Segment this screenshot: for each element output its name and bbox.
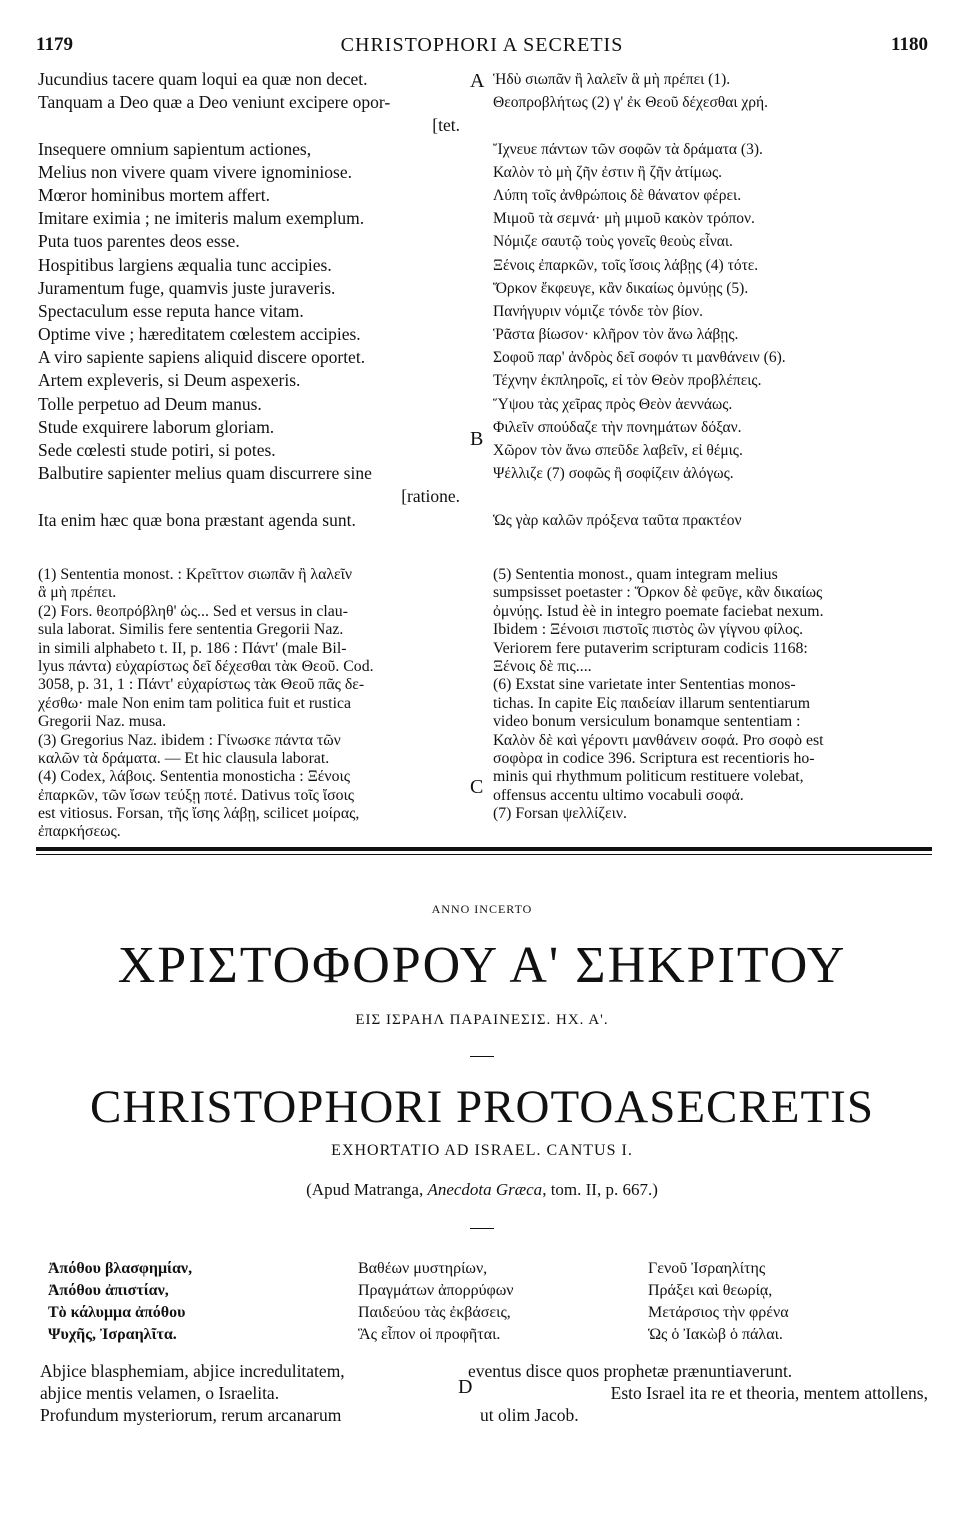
greek-line: Καλὸν τὸ μὴ ζῆν ἐστιν ἢ ζῆν ἀτίμως. [493,163,723,181]
footnote-line: offensus accentu ultimo vocabuli σοφά. [493,786,744,804]
footnote-line: video bonum versiculum bonamque sententiam : [493,713,801,731]
section-divider-thick [36,847,932,851]
footnotes-left [38,566,470,842]
latin-line: Sede cœlesti stude potiri, si potes. [38,440,276,460]
latin-line: Ita enim hæc quæ bona præstant agenda sunt. [38,509,356,530]
divider-dash [470,1228,494,1229]
greek-line: Θεοπροβλήτως (2) γ' ἐκ Θεοῦ δέχεσθαι χρή. [493,94,768,112]
running-title: CHRISTOPHORI A SECRETIS [340,34,624,56]
greek-line: Ῥᾶστα βίωσον· κλῆρον τὸν ἄνω λάβῃς. [493,326,739,344]
footnote-line: σοφὸρα in codice 396. Scriptura est recentioris ho- [493,749,815,767]
footnote-line: (3) Gregorius Naz. ibidem : Γίνωσκε πάντα τῶν [38,731,341,749]
greek-line: Φιλεῖν σπούδαζε τὴν πονημάτων δόξαν. [493,418,742,436]
footnote-line: Ξένοις δὲ πις.... [493,657,592,675]
latin-line: Stude exquirere laborum gloriam. [38,416,275,437]
translation-line: eventus disce quos prophetæ prænuntiaverunt. [468,1361,793,1381]
latin-line: Tolle perpetuo ad Deum manus. [38,393,262,414]
divider-dash [470,1056,494,1057]
poem-line: Πραγμάτων ἀπορρύφων [358,1282,514,1299]
poem-column-3 [648,1258,908,1346]
translation-line: ut olim Jacob. [480,1405,579,1425]
citation-prefix: (Apud Matranga, [306,1180,428,1199]
greek-line [493,485,933,508]
poem-line: Ὡς ὁ Ἰακὼβ ὁ πάλαι. [648,1326,783,1343]
greek-line: Ὡς γὰρ καλῶν πρόξενα ταῦτα πρακτέον [493,511,742,529]
footnote-line: χέσθω· male Non enim tam politica fuit et rustica [38,694,351,712]
page-number-right: 1180 [891,34,928,55]
latin-line: Optime vive ; hæreditatem cœlestem accipies. [38,324,361,345]
footnote-line: minis qui rhythmum politicum restituere volebat, [493,768,804,786]
translation-line: Abjice blasphemiam, abjice incredulitatem, [40,1361,345,1381]
footnote-line: καλῶν τὰ δράματα. — Et hic clausula laborat. [38,749,330,767]
greek-line: Ἴχνευε πάντων τῶν σοφῶν τὰ δράματα (3). [493,140,763,158]
latin-subtitle: EXHORTATIO AD ISRAEL. CANTUS I. [331,1142,633,1159]
date-heading: ANNO INCERTO [431,902,533,916]
footnote-line: (2) Fors. θεοπρόβληθ' ὡς... Sed et versus in clau- [38,602,348,620]
footnote-line: Καλὸν δὲ καὶ γέροντι μανθάνειν σοφά. Pro σοφὸ est [493,731,824,749]
poem-line: Ἃς εἶπον οἱ προφῆται. [358,1326,501,1343]
poem-line: Μετάρσιος τὴν φρένα [648,1304,789,1321]
footnote-line: est vitiosus. Forsan, τῆς ἴσης λάβῃ, scilicet μοίρας, [38,805,360,823]
translation-line: abjice mentis velamen, o Israelita. [40,1383,280,1403]
footnote-line: 3058, p. 31, 1 : Πάντ' εὐχαρίστως τὰκ Θεοῦ πᾶς δε- [38,676,365,694]
section-divider-thin [36,854,932,855]
greek-line: Χῶρον τὸν ἄνω σπεῦδε λαβεῖν, εἰ θέμις. [493,442,743,459]
greek-line: Πανήγυριν νόμιζε τόνδε τὸν βίον. [493,302,704,320]
latin-line: Balbutire sapienter melius quam discurrere sine [38,463,372,484]
citation-suffix: , tom. II, p. 667.) [542,1180,658,1199]
latin-line: A viro sapiente sapiens aliquid discere oportet. [38,347,366,368]
citation-title: Anecdota Græca [427,1180,543,1199]
footnote-line: Ibidem : Ξένοισι πιστοῖς πιστὸς ὢν γίγνου φίλος. [493,621,804,639]
latin-line: [tet. [432,115,460,136]
footnote-line: (7) Forsan ψελλίζειν. [493,805,627,823]
latin-line: Mœror hominibus mortem affert. [38,184,270,205]
footnote-line: ἐπαρκήσεως. [38,823,121,841]
footnotes-right [493,566,929,823]
poem-column-1 [48,1258,308,1346]
translation-line: Esto Israel ita re et theoria, mentem attollens, [610,1383,928,1403]
latin-line: Artem expleveris, si Deum aspexeris. [38,370,301,391]
footnote-line: tichas. In capite Εἰς παιδείαν illarum sententiarum [493,694,810,712]
translation-line: Profundum mysteriorum, rerum arcanarum [40,1405,342,1425]
latin-line: Spectaculum esse reputa hance vitam. [38,300,304,321]
greek-line: Ξένοις ἐπαρκῶν, τοῖς ἴσοις λάβῃς (4) τότε. [493,256,759,274]
latin-title: CHRISTOPHORI PROTOASECRETIS [90,1081,874,1133]
greek-line: Ἡδὺ σιωπᾶν ἢ λαλεῖν ἃ μὴ πρέπει (1). [493,71,731,88]
greek-line [493,114,933,137]
latin-sentences [38,68,470,532]
footnote-line: (5) Sententia monost., quam integram melius [493,566,778,583]
greek-line: Ψέλλιζε (7) σοφῶς ἢ σοφίζειν ἀλόγως. [493,465,734,483]
latin-line: Hospitibus largiens æqualia tunc accipies. [38,254,332,275]
latin-line: Puta tuos parentes deos esse. [38,231,240,252]
margin-marker-d: D [458,1376,473,1398]
greek-line: Τέχνην ἐκπληροῖς, εἰ τὸν Θεὸν προβλέπεις. [493,372,762,390]
greek-line: Ὕψου τὰς χεῖρας πρὸς Θεὸν ἀεννάως. [493,395,733,413]
footnote-line: lyus πάντα) εὐχαρίστως δεῖ δέχεσθαι τὰκ Θεοῦ. Cod. [38,657,374,675]
latin-line: Imitare eximia ; ne imiteris malum exemplum. [38,208,365,229]
greek-line: Μιμοῦ τὰ σεμνά· μὴ μιμοῦ κακὸν τρόπον. [493,210,755,228]
footnote-line: ὀμνύῃς. Istud èè in integro poemate faciebat nexum. [493,602,824,620]
footnote-line: ἃ μὴ πρέπει. [38,584,117,602]
latin-line: Jucundius tacere quam loqui ea quæ non decet. [38,69,368,89]
latin-line: Tanquam a Deo quæ a Deo veniunt excipere opor- [38,92,391,113]
poem-line: Ἀπόθου βλασφημίαν, [48,1260,193,1277]
footnote-line: sumpsisset poetaster : Ὅρκον δὲ φεῦγε, κἂν δικαίως [493,584,823,602]
greek-sentences [493,68,933,532]
latin-line: Juramentum fuge, quamvis juste juraveris. [38,277,336,298]
footnote-line: in simili alphabeto t. II, p. 186 : Πάντ' (male Bil- [38,639,347,657]
footnote-line: sula laborat. Similis fere sententia Gregorii Naz. [38,621,344,639]
translation-right [468,1360,928,1426]
greek-line: Λύπη τοῖς ἀνθρώποις δὲ θάνατον φέρει. [493,186,742,204]
poem-line: Γενοῦ Ἰσραηλίτης [648,1260,766,1277]
poem-line: Πράξει καὶ θεωρίᾳ, [648,1282,773,1299]
poem-column-2 [358,1258,618,1346]
poem-line: Τὸ κάλυμμα ἀπόθου [48,1304,186,1321]
greek-line: Νόμιζε σαυτῷ τοὺς γονεῖς θεοὺς εἶναι. [493,233,733,251]
footnote-line: ἐπαρκῶν, τῶν ἴσων τεύξῃ ποτέ. Dativus τοῖς ἴσοις [38,786,355,804]
margin-marker-b: B [470,428,484,450]
greek-line: Σοφοῦ παρ' ἀνδρὸς δεῖ σοφόν τι μανθάνειν (6). [493,349,786,367]
poem-line: Ψυχῆς, Ἰσραηλῖτα. [48,1326,177,1343]
greek-subtitle: ΕΙΣ ΙΣΡΑΗΛ ΠΑΡΑΙΝΕΣΙΣ. ΗΧ. Α'. [355,1012,609,1028]
margin-marker-a: A [470,70,485,92]
latin-line: Insequere omnium sapientum actiones, [38,138,312,159]
translation-left [40,1360,473,1426]
footnote-line: Gregorii Naz. musa. [38,713,167,731]
latin-line: [ratione. [401,486,460,507]
margin-marker-c: C [470,776,484,798]
poem-line: Παιδεύου τὰς ἐκβάσεις, [358,1304,511,1321]
footnote-line: (6) Exstat sine varietate inter Sententias monos- [493,676,796,694]
footnote-line: (4) Codex, λάβοις. Sententia monosticha : Ξένοις [38,768,350,786]
latin-line: Melius non vivere quam vivere ignominiose. [38,161,352,182]
source-citation [0,1180,964,1200]
footnote-line: Veriorem fere putaverim scripturam codicis 1168: [493,639,808,657]
greek-title: ΧΡΙΣΤΟΦΟΡΟΥ Α' ΣΗΚΡΙΤΟΥ [117,937,847,994]
footnote-line: (1) Sententia monost. : Κρεῖττον σιωπᾶν ἢ λαλεῖν [38,566,353,583]
poem-line: Ἀπόθου ἀπιστίαν, [48,1282,169,1299]
page-number-left: 1179 [36,34,73,55]
poem-line: Βαθέων μυστηρίων, [358,1260,488,1277]
greek-line: Ὅρκον ἔκφευγε, κἂν δικαίως ὀμνύῃς (5). [493,279,749,297]
